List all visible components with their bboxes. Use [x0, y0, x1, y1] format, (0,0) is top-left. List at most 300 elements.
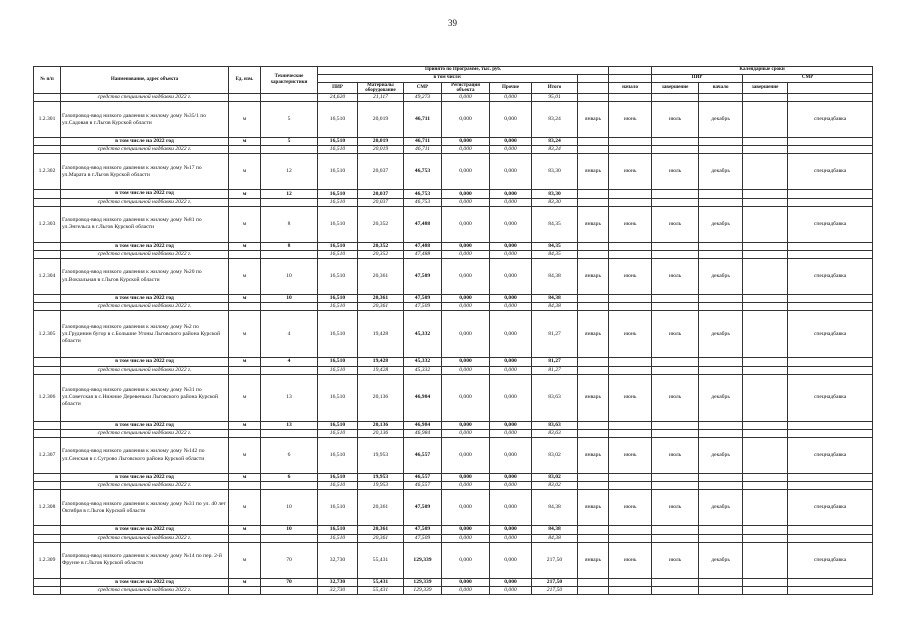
object-smr: 46,557 — [404, 438, 442, 474]
blank-cell — [229, 303, 261, 311]
special-surcharge-row — [34, 198, 873, 206]
year-total-row — [34, 190, 873, 198]
blank-cell — [34, 190, 61, 198]
object-unit: м — [229, 438, 261, 474]
blank-cell — [788, 303, 873, 311]
blank-cell — [652, 303, 699, 311]
surcharge-other: 0,000 — [490, 146, 532, 154]
calendar-header: Календарные сроки — [652, 67, 873, 75]
object-registration: 0,000 — [442, 490, 490, 526]
blank-cell — [743, 429, 788, 437]
object-total: 217,50 — [532, 542, 578, 578]
year-total-row — [34, 578, 873, 586]
year-total-reg: 0,000 — [442, 242, 490, 250]
blank-cell — [743, 542, 788, 578]
year-total-other: 0,000 — [490, 358, 532, 366]
surcharge-label: средства специальной надбавки 2022 г. — [61, 250, 229, 258]
object-materials: 19,428 — [358, 311, 404, 358]
blank-cell — [699, 295, 743, 303]
object-total: 84,38 — [532, 259, 578, 295]
blank-cell — [699, 358, 743, 366]
special-surcharge-row — [34, 146, 873, 154]
surcharge-reg: 0,000 — [442, 534, 490, 542]
surcharge-pir: 16,510 — [318, 534, 358, 542]
blank-cell — [652, 250, 699, 258]
blank-cell — [578, 138, 609, 146]
blank-cell — [743, 421, 788, 429]
blank-cell — [699, 146, 743, 154]
object-registration: 0,000 — [442, 259, 490, 295]
blank-cell — [788, 295, 873, 303]
smr-start: июль — [652, 102, 699, 138]
year-total-unit: м — [229, 295, 261, 303]
surcharge-label: средства специальной надбавки 2022 г. — [61, 534, 229, 542]
financing-source: спецнадбавка — [788, 102, 873, 138]
blank-cell — [652, 198, 699, 206]
object-pir: 16,510 — [318, 490, 358, 526]
object-other: 0,000 — [490, 542, 532, 578]
blank-cell — [743, 295, 788, 303]
year-total-reg: 0,000 — [442, 526, 490, 534]
blank-cell — [34, 198, 61, 206]
financing-source: спецнадбавка — [788, 438, 873, 474]
object-registration: 0,000 — [442, 311, 490, 358]
year-total-other: 0,000 — [490, 190, 532, 198]
object-row — [34, 438, 873, 474]
blank-cell — [261, 250, 318, 258]
object-materials: 20,136 — [358, 374, 404, 421]
blank-cell — [578, 198, 609, 206]
object-number: 1.2.309 — [34, 542, 61, 578]
blank-cell — [34, 146, 61, 154]
year-total-mat: 19,953 — [358, 474, 404, 482]
blank-cell — [788, 586, 873, 594]
year-total-total: 83,63 — [532, 421, 578, 429]
year-total-row — [34, 358, 873, 366]
blank-cell — [652, 578, 699, 586]
object-unit: м — [229, 374, 261, 421]
blank-cell — [788, 482, 873, 490]
surcharge-mat: 20,136 — [358, 429, 404, 437]
object-unit: м — [229, 311, 261, 358]
year-total-unit: м — [229, 190, 261, 198]
object-other: 0,000 — [490, 154, 532, 190]
object-materials: 19,953 — [358, 438, 404, 474]
col-registration-header: Регистрация объекта — [442, 83, 490, 94]
col-smr-header: СМР — [404, 83, 442, 94]
blank-cell — [261, 198, 318, 206]
blank-cell — [578, 421, 609, 429]
blank-cell — [743, 311, 788, 358]
object-row — [34, 206, 873, 242]
object-materials: 55,431 — [358, 542, 404, 578]
year-total-pir: 16,510 — [318, 474, 358, 482]
smr-end: декабрь — [699, 438, 743, 474]
year-total-unit: м — [229, 138, 261, 146]
special-surcharge-row — [34, 429, 873, 437]
year-total-total: 83,30 — [532, 190, 578, 198]
surcharge-mat: 55,431 — [358, 586, 404, 594]
program-table — [33, 66, 873, 595]
surcharge-mat: 20,019 — [358, 146, 404, 154]
blank-cell — [578, 366, 609, 374]
surcharge-mat: 19,953 — [358, 482, 404, 490]
smr-end: декабрь — [699, 542, 743, 578]
object-smr: 45,332 — [404, 311, 442, 358]
object-registration: 0,000 — [442, 542, 490, 578]
cal-smr-header: СМР — [743, 75, 873, 83]
blank-cell — [652, 534, 699, 542]
year-total-unit: м — [229, 242, 261, 250]
surcharge-pir: 16,510 — [318, 482, 358, 490]
blank-cell — [261, 586, 318, 594]
object-tech: 4 — [261, 311, 318, 358]
object-unit: м — [229, 490, 261, 526]
surcharge-total: 81,27 — [532, 366, 578, 374]
year-total-smr: 129,339 — [404, 578, 442, 586]
year-total-tech: 8 — [261, 242, 318, 250]
year-total-tech: 10 — [261, 295, 318, 303]
blank-cell — [788, 526, 873, 534]
blank-cell — [699, 421, 743, 429]
blank-cell — [261, 429, 318, 437]
object-tech: 5 — [261, 102, 318, 138]
object-number: 1.2.305 — [34, 311, 61, 358]
blank-cell — [261, 366, 318, 374]
year-total-mat: 20,136 — [358, 421, 404, 429]
blank-cell — [578, 303, 609, 311]
surcharge-other: 0,000 — [490, 482, 532, 490]
year-total-total: 84,38 — [532, 526, 578, 534]
object-pir: 16,510 — [318, 311, 358, 358]
blank-cell — [652, 366, 699, 374]
pir-end: июнь — [609, 374, 652, 421]
col-no-header: № п/п — [34, 67, 61, 94]
object-tech: 8 — [261, 206, 318, 242]
year-total-smr: 47,509 — [404, 295, 442, 303]
object-materials: 20,037 — [358, 154, 404, 190]
surcharge-mat: 20,361 — [358, 534, 404, 542]
blank-cell — [743, 474, 788, 482]
col-smr-start-header: начало — [699, 83, 743, 94]
blank-cell — [652, 146, 699, 154]
col-materials-header: Материалы оборудование — [358, 83, 404, 94]
year-total-row — [34, 421, 873, 429]
surcharge-reg: 0,000 — [442, 366, 490, 374]
object-registration: 0,000 — [442, 102, 490, 138]
cal-pir-header: ПИР — [652, 75, 743, 83]
surcharge-other: 0,000 — [490, 303, 532, 311]
surcharge-pir: 16,510 — [318, 366, 358, 374]
blank-cell — [788, 146, 873, 154]
blank-cell — [609, 146, 652, 154]
smr-end: декабрь — [699, 102, 743, 138]
object-tech: 13 — [261, 374, 318, 421]
blank-cell — [229, 534, 261, 542]
blank-cell — [229, 366, 261, 374]
surcharge-other: 0,000 — [490, 429, 532, 437]
surcharge-total: 83,24 — [532, 146, 578, 154]
surcharge-smr: 46,557 — [404, 482, 442, 490]
blank-cell — [229, 146, 261, 154]
blank-cell — [652, 138, 699, 146]
object-unit: м — [229, 102, 261, 138]
blank-cell — [609, 578, 652, 586]
surcharge-total: 84,35 — [532, 250, 578, 258]
financing-source: спецнадбавка — [788, 311, 873, 358]
surcharge-pir: 16,510 — [318, 146, 358, 154]
year-total-smr: 47,509 — [404, 526, 442, 534]
blank-cell — [609, 198, 652, 206]
smr-start: июль — [652, 542, 699, 578]
object-pir: 16,510 — [318, 154, 358, 190]
pir-end: июнь — [609, 206, 652, 242]
blank-cell — [34, 578, 61, 586]
financing-source: спецнадбавка — [788, 154, 873, 190]
src-other: 0,000 — [490, 94, 532, 102]
blank-cell — [578, 250, 609, 258]
special-surcharge-row — [34, 303, 873, 311]
surcharge-label: средства специальной надбавки 2022 г. — [61, 482, 229, 490]
blank-cell — [743, 250, 788, 258]
object-row — [34, 102, 873, 138]
object-name: Газопровод-ввод низкого давления к жилому дому №31 по ул. 40 лет Октября в г.Льгов Курской области — [61, 490, 229, 526]
object-name: Газопровод-ввод низкого давления к жилому дому №2 по ул.Грудинин бугор в с.Большие Угоны Льговского района Курской области — [61, 311, 229, 358]
object-tech: 70 — [261, 542, 318, 578]
surcharge-reg: 0,000 — [442, 482, 490, 490]
pir-start: январь — [578, 259, 609, 295]
smr-start: июль — [652, 259, 699, 295]
surcharge-mat: 20,361 — [358, 303, 404, 311]
blank-cell — [578, 534, 609, 542]
blank-cell — [34, 295, 61, 303]
year-total-unit: м — [229, 526, 261, 534]
blank-cell — [743, 190, 788, 198]
year-total-other: 0,000 — [490, 526, 532, 534]
object-smr: 47,488 — [404, 206, 442, 242]
blank-cell — [788, 366, 873, 374]
blank-cell — [788, 578, 873, 586]
blank-cell — [699, 198, 743, 206]
year-total-row — [34, 242, 873, 250]
pir-start: январь — [578, 102, 609, 138]
object-other: 0,000 — [490, 259, 532, 295]
surcharge-smr: 46,753 — [404, 198, 442, 206]
object-total: 83,02 — [532, 438, 578, 474]
blank-cell — [652, 190, 699, 198]
surcharge-pir: 16,510 — [318, 303, 358, 311]
incl-header: в том числе: — [318, 75, 578, 83]
object-pir: 32,730 — [318, 542, 358, 578]
year-total-total: 84,35 — [532, 242, 578, 250]
year-total-reg: 0,000 — [442, 474, 490, 482]
object-materials: 20,361 — [358, 490, 404, 526]
smr-end: декабрь — [699, 206, 743, 242]
pir-start: январь — [578, 438, 609, 474]
year-total-label: в том числе на 2022 год — [61, 421, 229, 429]
object-number: 1.2.307 — [34, 438, 61, 474]
year-total-reg: 0,000 — [442, 190, 490, 198]
year-total-row — [34, 526, 873, 534]
blank-cell — [34, 358, 61, 366]
header-row-1 — [34, 67, 873, 75]
blank-cell — [699, 242, 743, 250]
blank-cell — [261, 303, 318, 311]
blank-cell — [743, 374, 788, 421]
blank-cell — [34, 526, 61, 534]
pir-start: январь — [578, 154, 609, 190]
year-total-row — [34, 474, 873, 482]
blank-cell — [34, 250, 61, 258]
surcharge-smr: 46,984 — [404, 429, 442, 437]
blank-cell — [743, 586, 788, 594]
accepted-header: Принято по Программе, тыс. руб. — [318, 67, 609, 75]
surcharge-reg: 0,000 — [442, 146, 490, 154]
year-total-reg: 0,000 — [442, 358, 490, 366]
col-smr-end-header: завершение — [743, 83, 788, 94]
object-row — [34, 259, 873, 295]
year-total-reg: 0,000 — [442, 578, 490, 586]
year-total-reg: 0,000 — [442, 421, 490, 429]
src-reg: 0,000 — [442, 94, 490, 102]
year-total-mat: 20,019 — [358, 138, 404, 146]
blank-cell — [788, 190, 873, 198]
blank-cell — [609, 303, 652, 311]
object-registration: 0,000 — [442, 206, 490, 242]
year-total-unit: м — [229, 578, 261, 586]
object-number: 1.2.308 — [34, 490, 61, 526]
special-surcharge-row — [34, 482, 873, 490]
year-total-total: 83,02 — [532, 474, 578, 482]
object-materials: 20,352 — [358, 206, 404, 242]
col-unit-header: Ед. изм. — [229, 67, 261, 94]
blank-cell — [699, 190, 743, 198]
blank-cell — [743, 303, 788, 311]
blank-cell — [578, 474, 609, 482]
year-total-mat: 20,361 — [358, 526, 404, 534]
blank-cell — [743, 534, 788, 542]
blank-cell — [788, 250, 873, 258]
col-total-header: Итого — [532, 83, 578, 94]
blank-cell — [578, 190, 609, 198]
blank-cell — [34, 366, 61, 374]
object-number: 1.2.304 — [34, 259, 61, 295]
blank-cell — [652, 429, 699, 437]
object-unit: м — [229, 542, 261, 578]
blank-cell — [699, 303, 743, 311]
blank-cell — [609, 190, 652, 198]
blank-cell — [652, 358, 699, 366]
object-row — [34, 374, 873, 421]
smr-start: июль — [652, 490, 699, 526]
src-smr: 49,273 — [404, 94, 442, 102]
smr-end: декабрь — [699, 374, 743, 421]
year-total-tech: 12 — [261, 190, 318, 198]
pir-start: январь — [578, 206, 609, 242]
src-label: средства специальной надбавки 2022 г. — [61, 94, 229, 102]
object-smr: 129,339 — [404, 542, 442, 578]
object-pir: 16,510 — [318, 259, 358, 295]
blank-cell — [743, 366, 788, 374]
blank-cell — [788, 534, 873, 542]
surcharge-reg: 0,000 — [442, 586, 490, 594]
src-pir: 24,620 — [318, 94, 358, 102]
year-total-pir: 16,510 — [318, 421, 358, 429]
blank-cell — [743, 206, 788, 242]
src-total: 95,01 — [532, 94, 578, 102]
smr-end: декабрь — [699, 311, 743, 358]
surcharge-total: 83,02 — [532, 482, 578, 490]
object-pir: 16,510 — [318, 374, 358, 421]
surcharge-label: средства специальной надбавки 2022 г. — [61, 586, 229, 594]
year-total-tech: 5 — [261, 138, 318, 146]
year-total-reg: 0,000 — [442, 138, 490, 146]
pir-end: июнь — [609, 311, 652, 358]
object-registration: 0,000 — [442, 154, 490, 190]
year-total-tech: 70 — [261, 578, 318, 586]
blank-cell — [34, 586, 61, 594]
blank-cell — [261, 146, 318, 154]
object-row — [34, 311, 873, 358]
surcharge-total: 83,30 — [532, 198, 578, 206]
surcharge-pir: 16,510 — [318, 429, 358, 437]
blank-cell — [34, 242, 61, 250]
surcharge-mat: 20,352 — [358, 250, 404, 258]
surcharge-smr: 47,488 — [404, 250, 442, 258]
blank-cell — [261, 482, 318, 490]
surcharge-label: средства специальной надбавки 2022 г. — [61, 146, 229, 154]
surcharge-reg: 0,000 — [442, 198, 490, 206]
year-total-mat: 55,431 — [358, 578, 404, 586]
surcharge-other: 0,000 — [490, 366, 532, 374]
pir-end: июнь — [609, 490, 652, 526]
year-total-label: в том числе на 2022 год — [61, 578, 229, 586]
blank-cell — [609, 482, 652, 490]
year-total-pir: 16,510 — [318, 358, 358, 366]
smr-start: июль — [652, 438, 699, 474]
object-registration: 0,000 — [442, 374, 490, 421]
object-other: 0,000 — [490, 206, 532, 242]
blank-cell — [788, 358, 873, 366]
blank-cell — [578, 578, 609, 586]
blank-cell — [609, 242, 652, 250]
blank-cell — [261, 534, 318, 542]
surcharge-total: 217,50 — [532, 586, 578, 594]
blank-cell — [609, 534, 652, 542]
blank-cell — [743, 490, 788, 526]
surcharge-pir: 16,510 — [318, 198, 358, 206]
object-name: Газопровод-ввод низкого давления к жилому дому №14 по пер. 2-й Фрунзе в г.Льгов Курской области — [61, 542, 229, 578]
surcharge-label: средства специальной надбавки 2022 г. — [61, 198, 229, 206]
year-total-pir: 32,730 — [318, 578, 358, 586]
year-total-label: в том числе на 2022 год — [61, 242, 229, 250]
blank-cell — [578, 358, 609, 366]
special-surcharge-row — [34, 250, 873, 258]
object-tech: 10 — [261, 490, 318, 526]
object-unit: м — [229, 259, 261, 295]
blank-cell — [652, 526, 699, 534]
year-total-label: в том числе на 2022 год — [61, 190, 229, 198]
blank-cell — [743, 438, 788, 474]
year-total-smr: 46,711 — [404, 138, 442, 146]
blank-cell — [699, 526, 743, 534]
year-total-other: 0,000 — [490, 474, 532, 482]
blank-cell — [609, 526, 652, 534]
surcharge-label: средства специальной надбавки 2022 г. — [61, 303, 229, 311]
year-total-other: 0,000 — [490, 138, 532, 146]
surcharge-reg: 0,000 — [442, 250, 490, 258]
object-total: 83,24 — [532, 102, 578, 138]
